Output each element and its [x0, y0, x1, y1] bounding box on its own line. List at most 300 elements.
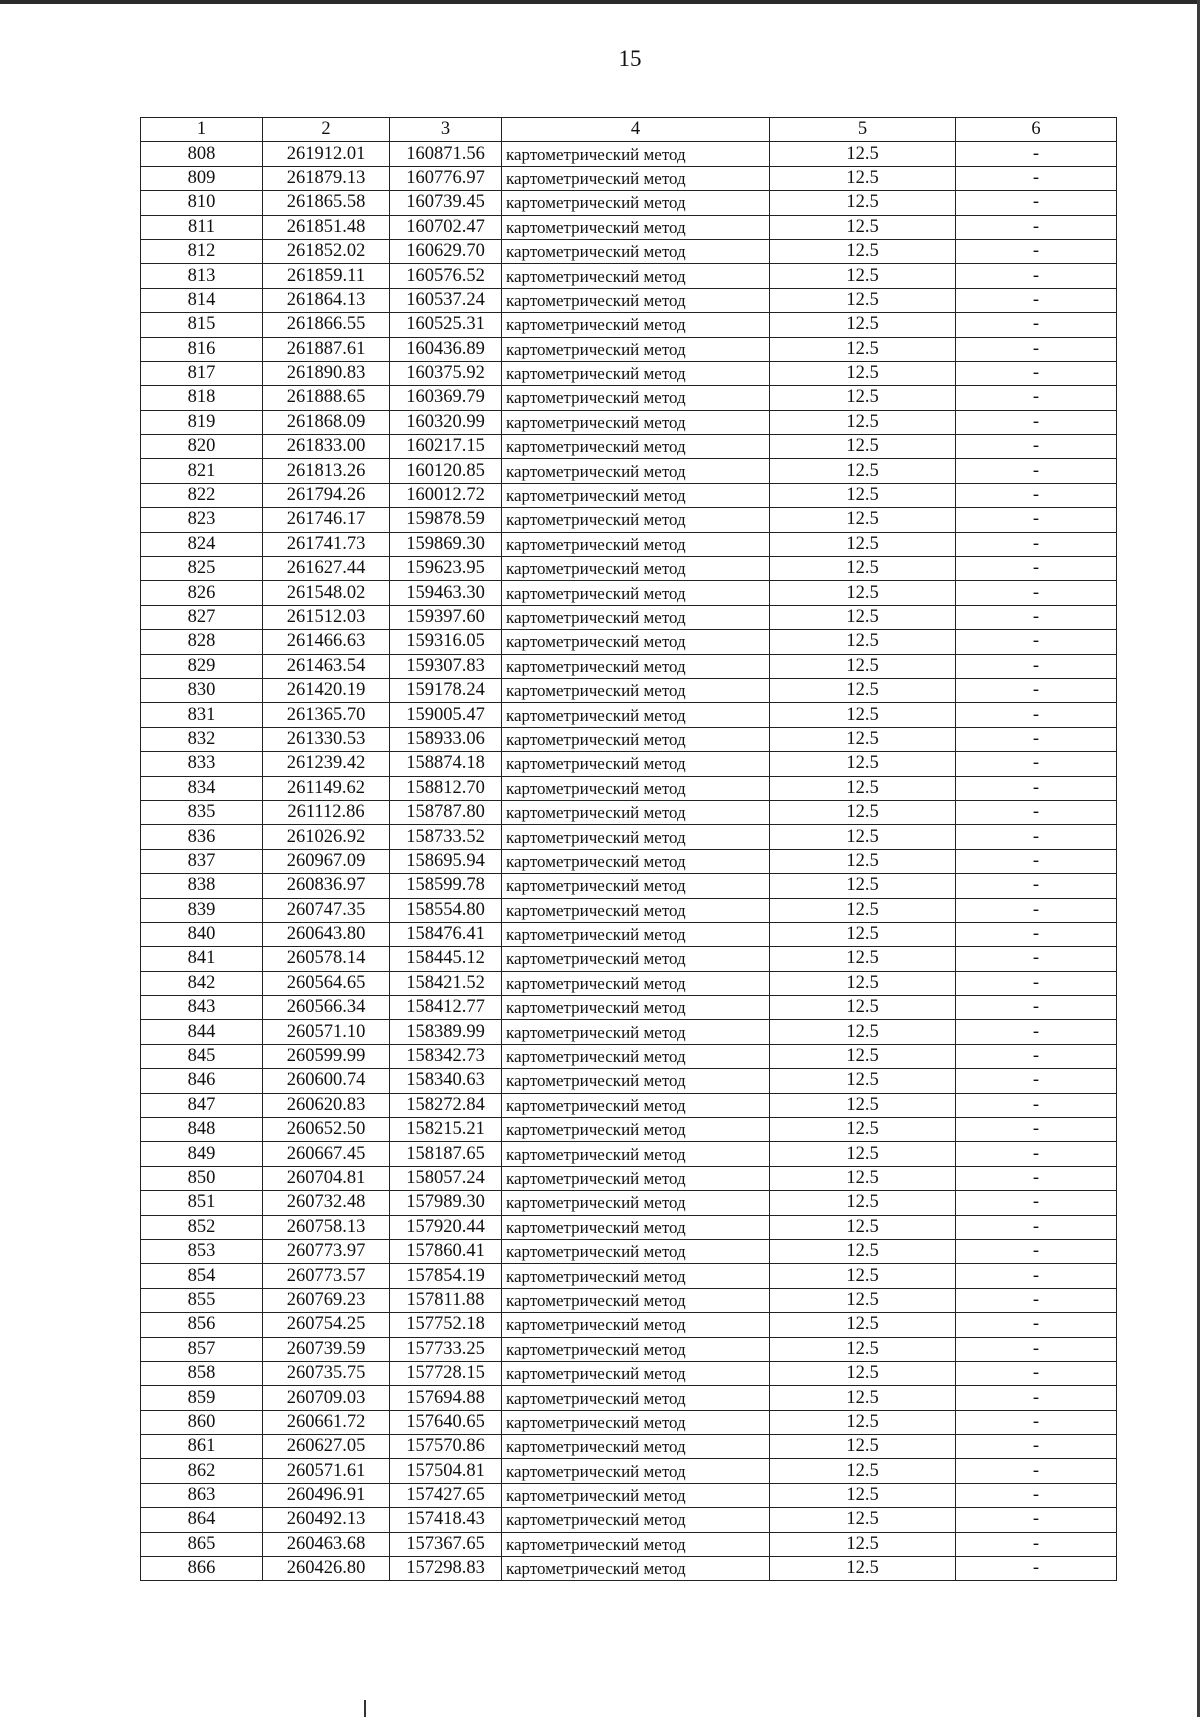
method-cell: картометрический метод [502, 825, 770, 849]
method-cell: картометрический метод [502, 288, 770, 312]
y-coordinate-cell: 159463.30 [390, 581, 502, 605]
description-cell: - [956, 874, 1117, 898]
description-cell: - [956, 1191, 1117, 1215]
y-coordinate-cell: 160436.89 [390, 337, 502, 361]
y-coordinate-cell: 157752.18 [390, 1313, 502, 1337]
accuracy-cell: 12.5 [770, 435, 956, 459]
x-coordinate-cell: 260667.45 [263, 1142, 390, 1166]
table-row [141, 654, 1117, 678]
accuracy-cell: 12.5 [770, 1166, 956, 1190]
description-cell: - [956, 947, 1117, 971]
y-coordinate-cell: 157920.44 [390, 1215, 502, 1239]
x-coordinate-cell: 260773.97 [263, 1239, 390, 1263]
table-row [141, 459, 1117, 483]
method-cell: картометрический метод [502, 776, 770, 800]
y-coordinate-cell: 158554.80 [390, 898, 502, 922]
y-coordinate-cell: 160369.79 [390, 386, 502, 410]
description-cell: - [956, 1435, 1117, 1459]
point-number-cell: 830 [141, 678, 263, 702]
method-cell: картометрический метод [502, 557, 770, 581]
point-number-cell: 834 [141, 776, 263, 800]
accuracy-cell: 12.5 [770, 654, 956, 678]
method-cell: картометрический метод [502, 1093, 770, 1117]
method-cell: картометрический метод [502, 996, 770, 1020]
point-number-cell: 862 [141, 1459, 263, 1483]
point-number-cell: 863 [141, 1483, 263, 1507]
method-cell: картометрический метод [502, 1118, 770, 1142]
y-coordinate-cell: 158476.41 [390, 922, 502, 946]
y-coordinate-cell: 157298.83 [390, 1557, 502, 1581]
x-coordinate-cell: 260773.57 [263, 1264, 390, 1288]
point-number-cell: 826 [141, 581, 263, 605]
accuracy-cell: 12.5 [770, 337, 956, 361]
x-coordinate-cell: 261859.11 [263, 264, 390, 288]
x-coordinate-cell: 261420.19 [263, 678, 390, 702]
y-coordinate-cell: 160537.24 [390, 288, 502, 312]
description-cell: - [956, 703, 1117, 727]
y-coordinate-cell: 160776.97 [390, 166, 502, 190]
point-number-cell: 841 [141, 947, 263, 971]
x-coordinate-cell: 260571.10 [263, 1020, 390, 1044]
point-number-cell: 856 [141, 1313, 263, 1337]
method-cell: картометрический метод [502, 239, 770, 263]
accuracy-cell: 12.5 [770, 898, 956, 922]
description-cell: - [956, 1361, 1117, 1385]
description-cell: - [956, 1069, 1117, 1093]
x-coordinate-cell: 261912.01 [263, 142, 390, 166]
method-cell: картометрический метод [502, 1288, 770, 1312]
accuracy-cell: 12.5 [770, 1459, 956, 1483]
accuracy-cell: 12.5 [770, 703, 956, 727]
y-coordinate-cell: 158215.21 [390, 1118, 502, 1142]
table-row [141, 800, 1117, 824]
description-cell: - [956, 776, 1117, 800]
accuracy-cell: 12.5 [770, 1069, 956, 1093]
x-coordinate-cell: 260566.34 [263, 996, 390, 1020]
x-coordinate-cell: 261026.92 [263, 825, 390, 849]
table-row [141, 1191, 1117, 1215]
description-cell: - [956, 166, 1117, 190]
method-cell: картометрический метод [502, 703, 770, 727]
method-cell: картометрический метод [502, 898, 770, 922]
scan-mark [364, 1700, 366, 1717]
point-number-cell: 853 [141, 1239, 263, 1263]
point-number-cell: 833 [141, 752, 263, 776]
accuracy-cell: 12.5 [770, 1264, 956, 1288]
accuracy-cell: 12.5 [770, 142, 956, 166]
point-number-cell: 814 [141, 288, 263, 312]
table-row [141, 1069, 1117, 1093]
method-cell: картометрический метод [502, 727, 770, 751]
x-coordinate-cell: 261365.70 [263, 703, 390, 727]
table-row [141, 1361, 1117, 1385]
y-coordinate-cell: 159869.30 [390, 532, 502, 556]
table-row [141, 825, 1117, 849]
y-coordinate-cell: 157811.88 [390, 1288, 502, 1312]
x-coordinate-cell: 261149.62 [263, 776, 390, 800]
point-number-cell: 844 [141, 1020, 263, 1044]
x-coordinate-cell: 261330.53 [263, 727, 390, 751]
y-coordinate-cell: 159878.59 [390, 508, 502, 532]
method-cell: картометрический метод [502, 1435, 770, 1459]
y-coordinate-cell: 157854.19 [390, 1264, 502, 1288]
accuracy-cell: 12.5 [770, 800, 956, 824]
method-cell: картометрический метод [502, 1239, 770, 1263]
x-coordinate-cell: 260732.48 [263, 1191, 390, 1215]
y-coordinate-cell: 159623.95 [390, 557, 502, 581]
description-cell: - [956, 288, 1117, 312]
method-cell: картометрический метод [502, 1044, 770, 1068]
table-row [141, 703, 1117, 727]
accuracy-cell: 12.5 [770, 288, 956, 312]
accuracy-cell: 12.5 [770, 166, 956, 190]
accuracy-cell: 12.5 [770, 1239, 956, 1263]
point-number-cell: 817 [141, 361, 263, 385]
table-row [141, 1093, 1117, 1117]
point-number-cell: 823 [141, 508, 263, 532]
method-cell: картометрический метод [502, 678, 770, 702]
table-row [141, 1532, 1117, 1556]
x-coordinate-cell: 260492.13 [263, 1508, 390, 1532]
accuracy-cell: 12.5 [770, 971, 956, 995]
point-number-cell: 858 [141, 1361, 263, 1385]
point-number-cell: 829 [141, 654, 263, 678]
description-cell: - [956, 1020, 1117, 1044]
table-row [141, 752, 1117, 776]
table-row [141, 435, 1117, 459]
x-coordinate-cell: 261851.48 [263, 215, 390, 239]
page-number: 15 [618, 46, 642, 71]
x-coordinate-cell: 260739.59 [263, 1337, 390, 1361]
accuracy-cell: 12.5 [770, 215, 956, 239]
description-cell: - [956, 849, 1117, 873]
description-cell: - [956, 435, 1117, 459]
point-number-cell: 822 [141, 483, 263, 507]
accuracy-cell: 12.5 [770, 1532, 956, 1556]
y-coordinate-cell: 158421.52 [390, 971, 502, 995]
description-cell: - [956, 1532, 1117, 1556]
x-coordinate-cell: 261864.13 [263, 288, 390, 312]
x-coordinate-cell: 260747.35 [263, 898, 390, 922]
x-coordinate-cell: 260600.74 [263, 1069, 390, 1093]
y-coordinate-cell: 157733.25 [390, 1337, 502, 1361]
table-row [141, 971, 1117, 995]
table-row [141, 581, 1117, 605]
y-coordinate-cell: 158445.12 [390, 947, 502, 971]
method-cell: картометрический метод [502, 459, 770, 483]
y-coordinate-cell: 160012.72 [390, 483, 502, 507]
method-cell: картометрический метод [502, 1264, 770, 1288]
x-coordinate-cell: 261794.26 [263, 483, 390, 507]
description-cell: - [956, 191, 1117, 215]
x-coordinate-cell: 260620.83 [263, 1093, 390, 1117]
description-cell: - [956, 898, 1117, 922]
table-row [141, 1508, 1117, 1532]
y-coordinate-cell: 157860.41 [390, 1239, 502, 1263]
y-coordinate-cell: 158933.06 [390, 727, 502, 751]
point-number-cell: 808 [141, 142, 263, 166]
method-cell: картометрический метод [502, 1337, 770, 1361]
y-coordinate-cell: 160576.52 [390, 264, 502, 288]
description-cell: - [956, 1166, 1117, 1190]
x-coordinate-cell: 261879.13 [263, 166, 390, 190]
point-number-cell: 850 [141, 1166, 263, 1190]
y-coordinate-cell: 159397.60 [390, 605, 502, 629]
table-row [141, 1264, 1117, 1288]
description-cell: - [956, 532, 1117, 556]
description-cell: - [956, 1313, 1117, 1337]
table-row [141, 1386, 1117, 1410]
description-cell: - [956, 508, 1117, 532]
x-coordinate-cell: 260967.09 [263, 849, 390, 873]
y-coordinate-cell: 160375.92 [390, 361, 502, 385]
accuracy-cell: 12.5 [770, 557, 956, 581]
method-cell: картометрический метод [502, 1410, 770, 1434]
table-row [141, 1118, 1117, 1142]
table-row [141, 1044, 1117, 1068]
table-row [141, 605, 1117, 629]
table-row [141, 898, 1117, 922]
accuracy-cell: 12.5 [770, 1508, 956, 1532]
table-row [141, 313, 1117, 337]
accuracy-cell: 12.5 [770, 630, 956, 654]
table-row [141, 1142, 1117, 1166]
x-coordinate-cell: 261833.00 [263, 435, 390, 459]
accuracy-cell: 12.5 [770, 239, 956, 263]
x-coordinate-cell: 260735.75 [263, 1361, 390, 1385]
y-coordinate-cell: 157989.30 [390, 1191, 502, 1215]
accuracy-cell: 12.5 [770, 191, 956, 215]
accuracy-cell: 12.5 [770, 752, 956, 776]
point-number-cell: 821 [141, 459, 263, 483]
header-cell-5: 5 [770, 118, 956, 142]
description-cell: - [956, 386, 1117, 410]
point-number-cell: 847 [141, 1093, 263, 1117]
x-coordinate-cell: 261466.63 [263, 630, 390, 654]
method-cell: картометрический метод [502, 532, 770, 556]
description-cell: - [956, 361, 1117, 385]
y-coordinate-cell: 158342.73 [390, 1044, 502, 1068]
accuracy-cell: 12.5 [770, 264, 956, 288]
x-coordinate-cell: 261239.42 [263, 752, 390, 776]
x-coordinate-cell: 261887.61 [263, 337, 390, 361]
method-cell: картометрический метод [502, 654, 770, 678]
accuracy-cell: 12.5 [770, 1020, 956, 1044]
method-cell: картометрический метод [502, 1215, 770, 1239]
point-number-cell: 827 [141, 605, 263, 629]
y-coordinate-cell: 157694.88 [390, 1386, 502, 1410]
table-row [141, 776, 1117, 800]
point-number-cell: 851 [141, 1191, 263, 1215]
description-cell: - [956, 581, 1117, 605]
description-cell: - [956, 1215, 1117, 1239]
point-number-cell: 835 [141, 800, 263, 824]
method-cell: картометрический метод [502, 1191, 770, 1215]
y-coordinate-cell: 158057.24 [390, 1166, 502, 1190]
point-number-cell: 838 [141, 874, 263, 898]
accuracy-cell: 12.5 [770, 581, 956, 605]
method-cell: картометрический метод [502, 1142, 770, 1166]
point-number-cell: 857 [141, 1337, 263, 1361]
accuracy-cell: 12.5 [770, 361, 956, 385]
description-cell: - [956, 1459, 1117, 1483]
method-cell: картометрический метод [502, 1386, 770, 1410]
accuracy-cell: 12.5 [770, 386, 956, 410]
table-row [141, 239, 1117, 263]
table-row [141, 1410, 1117, 1434]
accuracy-cell: 12.5 [770, 532, 956, 556]
table-row [141, 1435, 1117, 1459]
accuracy-cell: 12.5 [770, 1557, 956, 1581]
x-coordinate-cell: 261866.55 [263, 313, 390, 337]
point-number-cell: 825 [141, 557, 263, 581]
y-coordinate-cell: 157367.65 [390, 1532, 502, 1556]
description-cell: - [956, 1508, 1117, 1532]
method-cell: картометрический метод [502, 191, 770, 215]
point-number-cell: 839 [141, 898, 263, 922]
method-cell: картометрический метод [502, 947, 770, 971]
x-coordinate-cell: 260661.72 [263, 1410, 390, 1434]
x-coordinate-cell: 261741.73 [263, 532, 390, 556]
point-number-cell: 824 [141, 532, 263, 556]
y-coordinate-cell: 158272.84 [390, 1093, 502, 1117]
method-cell: картометрический метод [502, 313, 770, 337]
x-coordinate-cell: 261463.54 [263, 654, 390, 678]
accuracy-cell: 12.5 [770, 1142, 956, 1166]
x-coordinate-cell: 261890.83 [263, 361, 390, 385]
method-cell: картометрический метод [502, 1166, 770, 1190]
description-cell: - [956, 1044, 1117, 1068]
accuracy-cell: 12.5 [770, 1435, 956, 1459]
point-number-cell: 831 [141, 703, 263, 727]
accuracy-cell: 12.5 [770, 922, 956, 946]
method-cell: картометрический метод [502, 361, 770, 385]
method-cell: картометрический метод [502, 1020, 770, 1044]
accuracy-cell: 12.5 [770, 947, 956, 971]
x-coordinate-cell: 260704.81 [263, 1166, 390, 1190]
accuracy-cell: 12.5 [770, 410, 956, 434]
y-coordinate-cell: 158733.52 [390, 825, 502, 849]
table-row [141, 1483, 1117, 1507]
y-coordinate-cell: 157728.15 [390, 1361, 502, 1385]
y-coordinate-cell: 158695.94 [390, 849, 502, 873]
method-cell: картометрический метод [502, 508, 770, 532]
method-cell: картометрический метод [502, 483, 770, 507]
method-cell: картометрический метод [502, 752, 770, 776]
table-row [141, 215, 1117, 239]
x-coordinate-cell: 260463.68 [263, 1532, 390, 1556]
header-cell-6: 6 [956, 118, 1117, 142]
description-cell: - [956, 727, 1117, 751]
point-number-cell: 855 [141, 1288, 263, 1312]
description-cell: - [956, 630, 1117, 654]
description-cell: - [956, 1093, 1117, 1117]
x-coordinate-cell: 260578.14 [263, 947, 390, 971]
point-number-cell: 864 [141, 1508, 263, 1532]
accuracy-cell: 12.5 [770, 678, 956, 702]
accuracy-cell: 12.5 [770, 1191, 956, 1215]
x-coordinate-cell: 260758.13 [263, 1215, 390, 1239]
accuracy-cell: 12.5 [770, 313, 956, 337]
method-cell: картометрический метод [502, 1459, 770, 1483]
point-number-cell: 848 [141, 1118, 263, 1142]
accuracy-cell: 12.5 [770, 1288, 956, 1312]
point-number-cell: 866 [141, 1557, 263, 1581]
table-row [141, 361, 1117, 385]
table-row [141, 1166, 1117, 1190]
accuracy-cell: 12.5 [770, 1313, 956, 1337]
x-coordinate-cell: 260652.50 [263, 1118, 390, 1142]
method-cell: картометрический метод [502, 264, 770, 288]
description-cell: - [956, 1239, 1117, 1263]
description-cell: - [956, 1142, 1117, 1166]
table-row [141, 1337, 1117, 1361]
description-cell: - [956, 1386, 1117, 1410]
x-coordinate-cell: 261512.03 [263, 605, 390, 629]
y-coordinate-cell: 160739.45 [390, 191, 502, 215]
x-coordinate-cell: 260564.65 [263, 971, 390, 995]
y-coordinate-cell: 159316.05 [390, 630, 502, 654]
y-coordinate-cell: 159178.24 [390, 678, 502, 702]
y-coordinate-cell: 158874.18 [390, 752, 502, 776]
point-number-cell: 859 [141, 1386, 263, 1410]
description-cell: - [956, 313, 1117, 337]
method-cell: картометрический метод [502, 1557, 770, 1581]
y-coordinate-cell: 158187.65 [390, 1142, 502, 1166]
x-coordinate-cell: 260836.97 [263, 874, 390, 898]
method-cell: картометрический метод [502, 337, 770, 361]
point-number-cell: 811 [141, 215, 263, 239]
y-coordinate-cell: 160525.31 [390, 313, 502, 337]
y-coordinate-cell: 157570.86 [390, 1435, 502, 1459]
y-coordinate-cell: 159005.47 [390, 703, 502, 727]
table-row [141, 191, 1117, 215]
point-number-cell: 860 [141, 1410, 263, 1434]
description-cell: - [956, 752, 1117, 776]
table-row [141, 1288, 1117, 1312]
y-coordinate-cell: 158412.77 [390, 996, 502, 1020]
description-cell: - [956, 264, 1117, 288]
table-row [141, 630, 1117, 654]
description-cell: - [956, 678, 1117, 702]
method-cell: картометрический метод [502, 410, 770, 434]
point-number-cell: 820 [141, 435, 263, 459]
table-header-row [141, 118, 1117, 142]
description-cell: - [956, 1118, 1117, 1142]
point-number-cell: 813 [141, 264, 263, 288]
table-row [141, 410, 1117, 434]
method-cell: картометрический метод [502, 874, 770, 898]
method-cell: картометрический метод [502, 1483, 770, 1507]
table-row [141, 1459, 1117, 1483]
accuracy-cell: 12.5 [770, 483, 956, 507]
table-row [141, 1020, 1117, 1044]
point-number-cell: 837 [141, 849, 263, 873]
accuracy-cell: 12.5 [770, 1483, 956, 1507]
table-row [141, 678, 1117, 702]
method-cell: картометрический метод [502, 166, 770, 190]
accuracy-cell: 12.5 [770, 996, 956, 1020]
table-row [141, 532, 1117, 556]
x-coordinate-cell: 260754.25 [263, 1313, 390, 1337]
description-cell: - [956, 1557, 1117, 1581]
y-coordinate-cell: 160629.70 [390, 239, 502, 263]
point-number-cell: 840 [141, 922, 263, 946]
table-row [141, 337, 1117, 361]
point-number-cell: 865 [141, 1532, 263, 1556]
table-row [141, 1239, 1117, 1263]
y-coordinate-cell: 158340.63 [390, 1069, 502, 1093]
